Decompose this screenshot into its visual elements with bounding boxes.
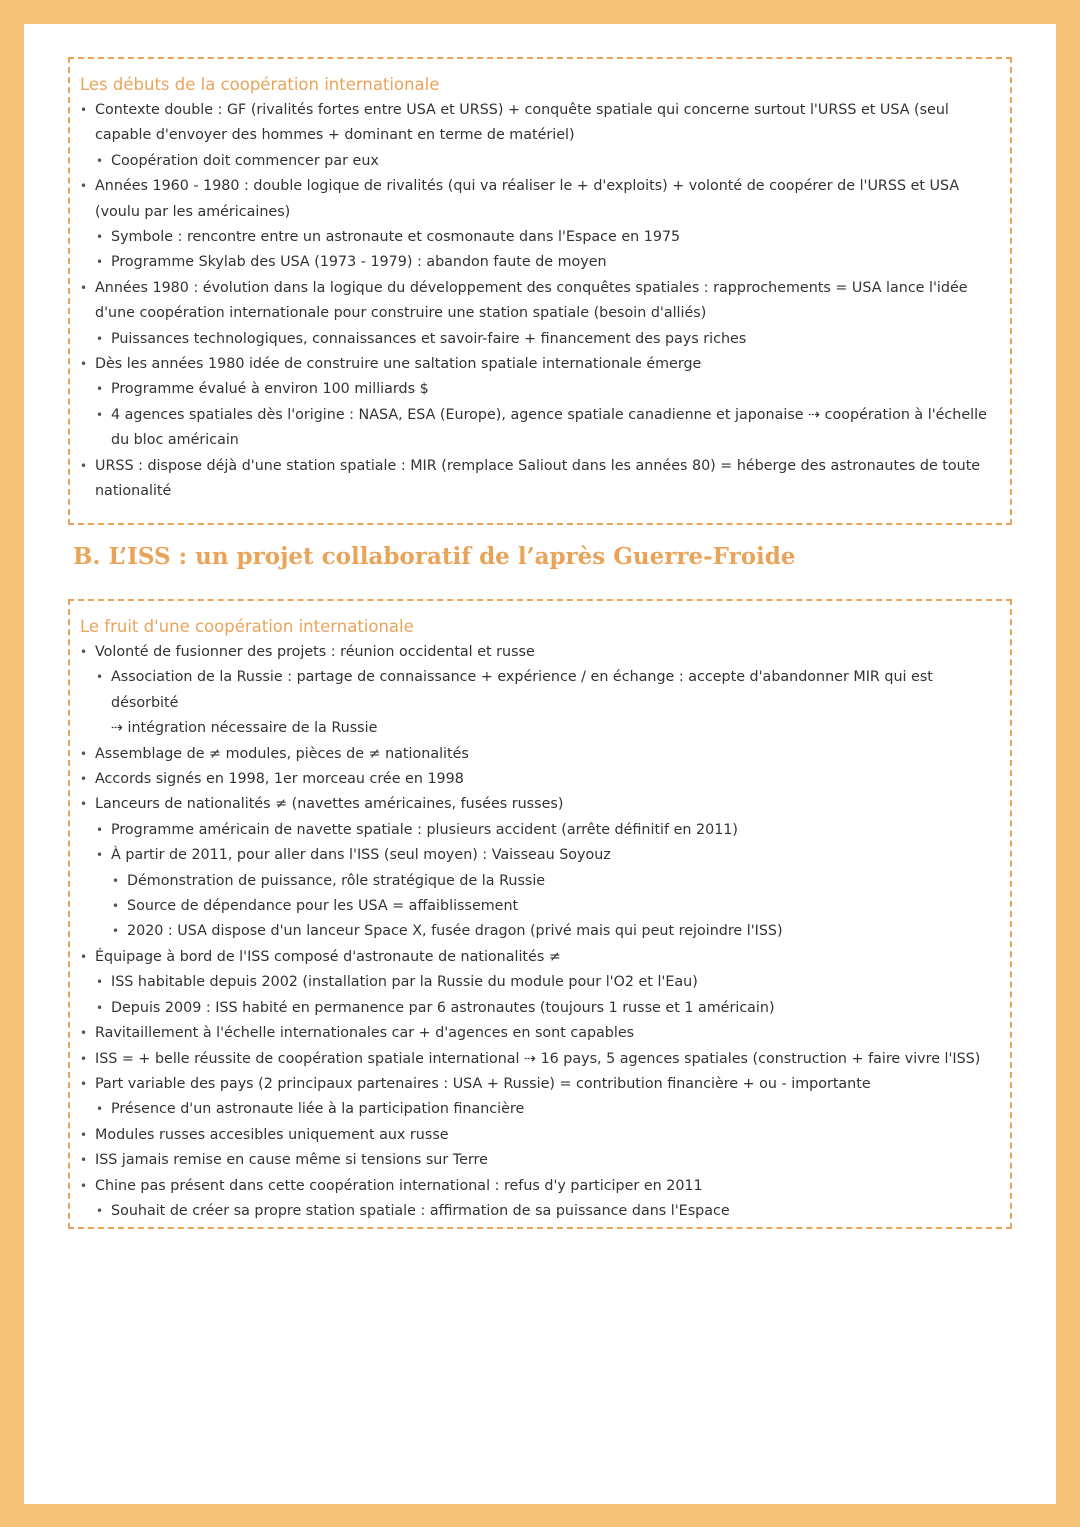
list-item: • Modules russes accesibles uniquement aux russe — [78, 1123, 996, 1148]
section-title: Le fruit d'une coopération internationale — [80, 617, 414, 636]
list-item: • Part variable des pays (2 principaux partenaires : USA + Russie) = contribution financière + ou - importante — [78, 1072, 996, 1097]
page — [24, 24, 1056, 1504]
list-item: • 4 agences spatiales dès l'origine : NASA, ESA (Europe), agence spatiale canadienne et japonaise ⇢ coopération à l'échelle du bloc américain — [78, 403, 996, 454]
list-item: • Symbole : rencontre entre un astronaute et cosmonaute dans l'Espace en 1975 — [78, 225, 996, 250]
list-item: • ISS jamais remise en cause même si tensions sur Terre — [78, 1148, 996, 1173]
section-box-debuts — [68, 57, 1012, 525]
list-item: • Chine pas présent dans cette coopération international : refus d'y participer en 2011 — [78, 1174, 996, 1199]
list-item: • Lanceurs de nationalités ≠ (navettes américaines, fusées russes) — [78, 792, 996, 817]
list-item: • Puissances technologiques, connaissances et savoir-faire + financement des pays riches — [78, 327, 996, 352]
section-title: Les débuts de la coopération internationale — [80, 75, 440, 94]
list-item: • Souhait de créer sa propre station spatiale : affirmation de sa puissance dans l'Espace — [78, 1199, 996, 1224]
list-item: • Programme Skylab des USA (1973 - 1979) : abandon faute de moyen — [78, 250, 996, 275]
list-item: • ISS habitable depuis 2002 (installation par la Russie du module pour l'O2 et l'Eau) — [78, 970, 996, 995]
list-item: • Démonstration de puissance, rôle stratégique de la Russie — [78, 869, 996, 894]
list-item: • 2020 : USA dispose d'un lanceur Space X, fusée dragon (privé mais qui peut rejoindre l'ISS) — [78, 919, 996, 944]
list-item: • Années 1980 : évolution dans la logique du développement des conquêtes spatiales : rapprochements = USA lance l'idée d'une coopération internationale pour construire une station spatiale (besoin d'alliés) — [78, 276, 996, 327]
list-item: • ISS = + belle réussite de coopération spatiale international ⇢ 16 pays, 5 agences spatiales (construction + faire vivre l'ISS) — [78, 1047, 996, 1072]
section-heading: B. L’ISS : un projet collaboratif de l’après Guerre-Froide — [73, 543, 796, 570]
list-item: • Équipage à bord de l'ISS composé d'astronaute de nationalités ≠ — [78, 945, 996, 970]
section-box-fruit — [68, 599, 1012, 1229]
list-item: • Ravitaillement à l'échelle internationales car + d'agences en sont capables — [78, 1021, 996, 1046]
list-item: • Présence d'un astronaute liée à la participation financière — [78, 1097, 996, 1122]
list-item: • À partir de 2011, pour aller dans l'ISS (seul moyen) : Vaisseau Soyouz — [78, 843, 996, 868]
list-item: • Dès les années 1980 idée de construire une saltation spatiale internationale émerge — [78, 352, 996, 377]
list-item: • Source de dépendance pour les USA = affaiblissement — [78, 894, 996, 919]
bullet-list — [78, 640, 996, 1224]
list-item: • Association de la Russie : partage de connaissance + expérience / en échange : accepte d'abandonner MIR qui est désorbité — [78, 665, 996, 716]
list-item: • Contexte double : GF (rivalités fortes entre USA et URSS) + conquête spatiale qui concerne surtout l'URSS et USA (seul capable d'envoyer des hommes + dominant en terme de matériel) — [78, 98, 996, 149]
list-item: • URSS : dispose déjà d'une station spatiale : MIR (remplace Saliout dans les années 80) = héberge des astronautes de toute nationalité — [78, 454, 996, 505]
list-item: • Accords signés en 1998, 1er morceau crée en 1998 — [78, 767, 996, 792]
list-item: • Programme américain de navette spatiale : plusieurs accident (arrête définitif en 2011) — [78, 818, 996, 843]
list-item: • Depuis 2009 : ISS habité en permanence par 6 astronautes (toujours 1 russe et 1 américain) — [78, 996, 996, 1021]
list-item: • Volonté de fusionner des projets : réunion occidental et russe — [78, 640, 996, 665]
bullet-list — [78, 98, 996, 505]
list-item: • Coopération doit commencer par eux — [78, 149, 996, 174]
list-item: • Assemblage de ≠ modules, pièces de ≠ nationalités — [78, 742, 996, 767]
list-item: ⇢ intégration nécessaire de la Russie — [111, 720, 378, 737]
list-item: • Programme évalué à environ 100 milliards $ — [78, 377, 996, 402]
list-item: • Années 1960 - 1980 : double logique de rivalités (qui va réaliser le + d'exploits) + volonté de coopérer de l'URSS et USA (voulu par les américaines) — [78, 174, 996, 225]
